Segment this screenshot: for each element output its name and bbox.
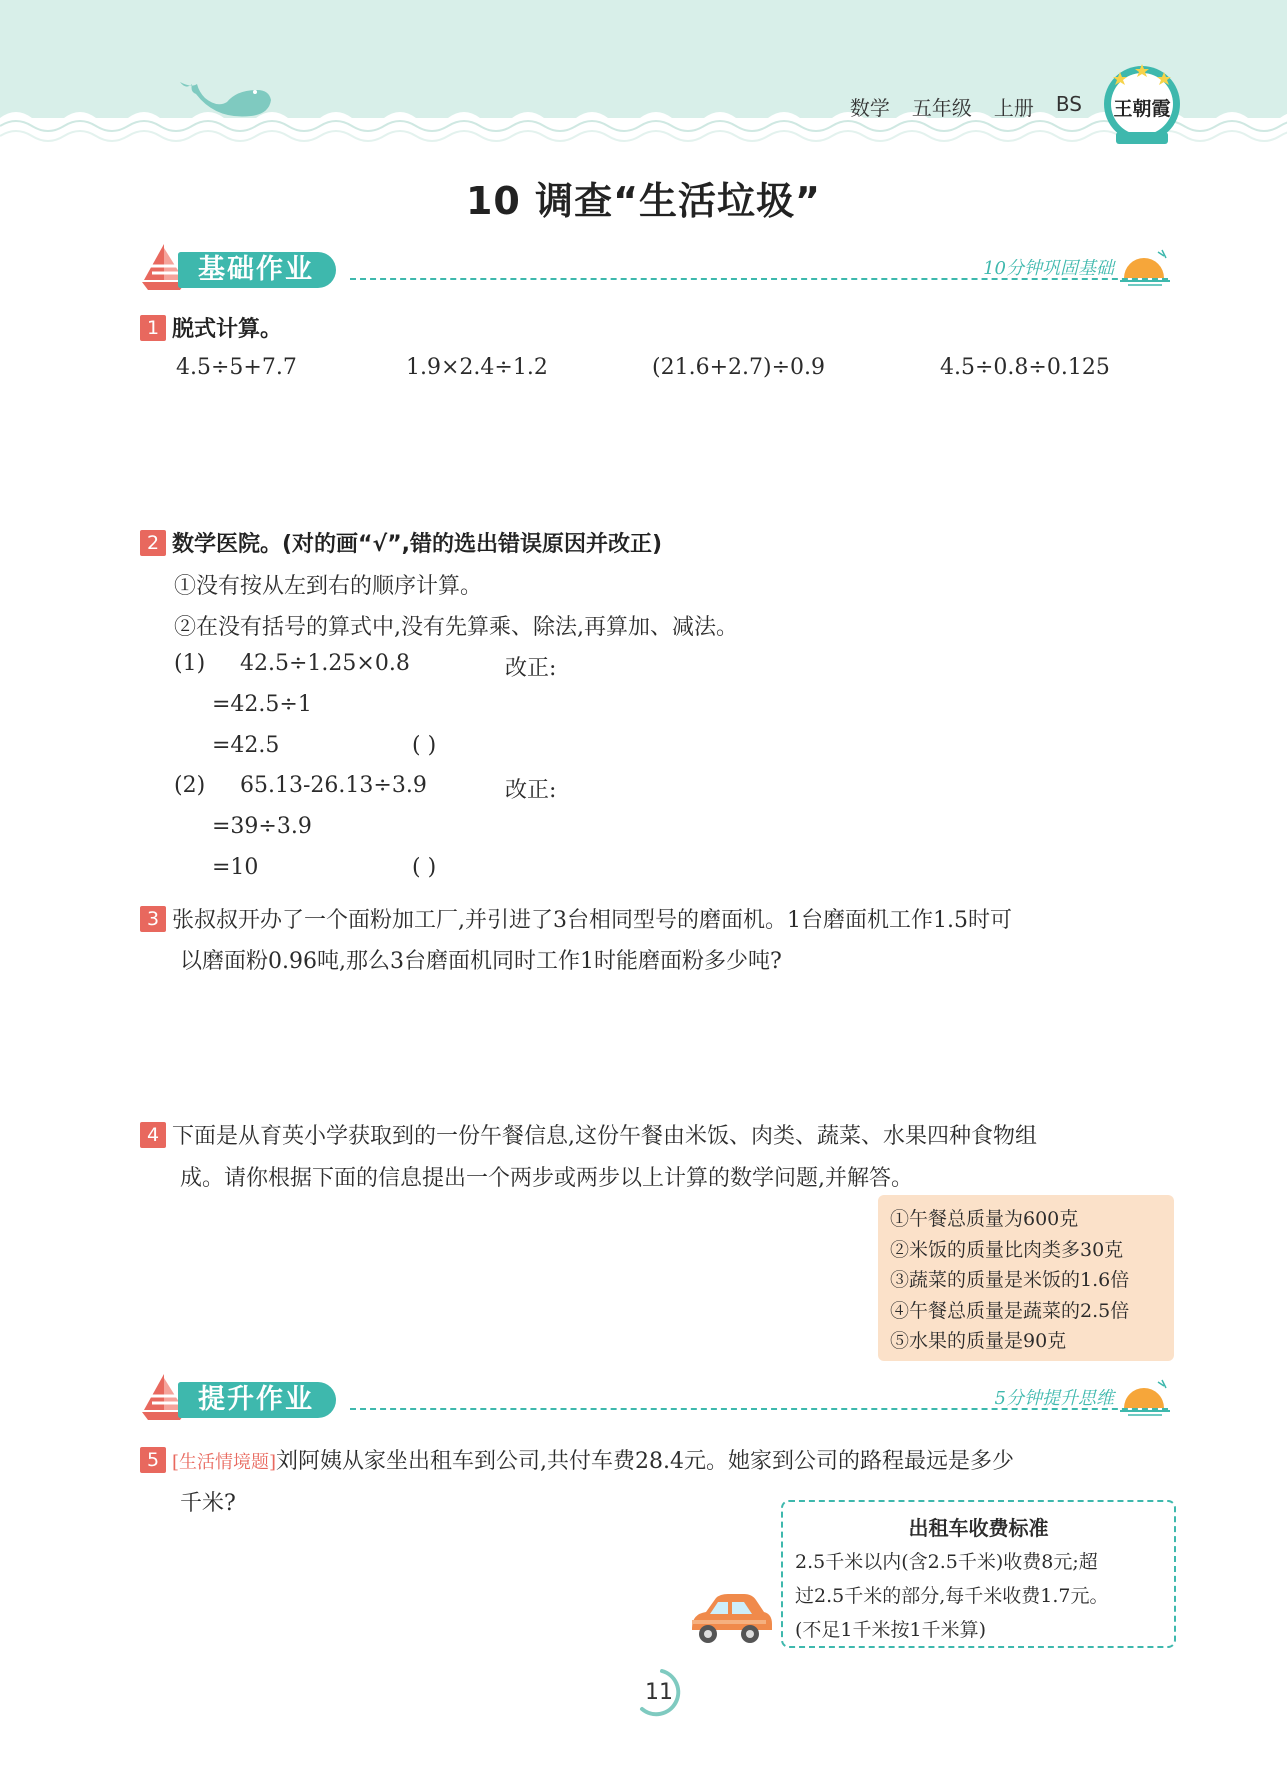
question-1 bbox=[140, 312, 282, 343]
question-number: 1 bbox=[140, 315, 166, 341]
q2-part-2-step-1: =39÷3.9 bbox=[212, 814, 312, 839]
question-number: 2 bbox=[140, 530, 166, 556]
question-title: 脱式计算。 bbox=[172, 317, 283, 342]
section-basic bbox=[140, 242, 1176, 300]
q3-line-1: 张叔叔开办了一个面粉加工厂,并引进了3台相同型号的磨面机。1台磨面机工作1.5时可 bbox=[172, 908, 1012, 933]
q2-reason-2: ②在没有括号的算式中,没有先算乘、除法,再算加、减法。 bbox=[174, 615, 738, 640]
edition-label: BS bbox=[1055, 92, 1082, 116]
page-title: 10 调查“生活垃圾” bbox=[465, 179, 822, 223]
q2-reason-1: ①没有按从左到右的顺序计算。 bbox=[174, 574, 483, 599]
info-item: ①午餐总质量为600克 bbox=[890, 1208, 1079, 1230]
sunset-icon bbox=[1118, 248, 1172, 288]
info-item: ③蔬菜的质量是米饭的1.6倍 bbox=[890, 1269, 1130, 1291]
question-number: 4 bbox=[140, 1122, 166, 1148]
q5-tag: [生活情境题] bbox=[172, 1452, 277, 1473]
info-item: ④午餐总质量是蔬菜的2.5倍 bbox=[890, 1299, 1130, 1322]
q2-part-2-fix: 改正: bbox=[505, 778, 557, 803]
info-item: ⑤水果的质量是90克 bbox=[890, 1330, 1067, 1352]
q2-part-1-answer-paren[interactable]: ( ) bbox=[412, 733, 437, 758]
volume-label: 上册 bbox=[993, 96, 1034, 120]
question-number: 5 bbox=[140, 1447, 166, 1473]
question-3 bbox=[140, 903, 1012, 934]
question-number: 3 bbox=[140, 906, 166, 932]
q2-part-1-label: (1) bbox=[174, 651, 206, 676]
info-item: ②米饭的质量比肉类多30克 bbox=[890, 1238, 1124, 1261]
page-number: 11 bbox=[645, 1680, 673, 1705]
question-4 bbox=[140, 1119, 1037, 1150]
section-basic-label: 基础作业 bbox=[178, 252, 336, 288]
grade-label: 五年级 bbox=[911, 96, 972, 120]
section-advanced bbox=[140, 1372, 1176, 1430]
taxi-fare-title: 出租车收费标准 bbox=[908, 1516, 1049, 1540]
q1-item-3: (21.6+2.7)÷0.9 bbox=[652, 355, 825, 380]
q2-part-2-step-2: =10 bbox=[212, 855, 259, 880]
q1-item-2: 1.9×2.4÷1.2 bbox=[406, 355, 548, 380]
q5-line-2: 千米? bbox=[180, 1491, 236, 1516]
q2-part-2-label: (2) bbox=[174, 773, 206, 798]
q3-line-2: 以磨面粉0.96吨,那么3台磨面机同时工作1时能磨面粉多少吨? bbox=[180, 949, 782, 974]
logo-text: 王朝霞 bbox=[1113, 98, 1171, 120]
question-5 bbox=[140, 1444, 1014, 1475]
q1-item-1: 4.5÷5+7.7 bbox=[176, 355, 297, 380]
q2-part-1-step-1: =42.5÷1 bbox=[212, 692, 312, 717]
taxi-fare-line: 2.5千米以内(含2.5千米)收费8元;超 bbox=[795, 1551, 1098, 1573]
taxi-fare-box bbox=[781, 1500, 1176, 1648]
taxi-car-icon bbox=[686, 1590, 772, 1646]
q2-part-2-answer-paren[interactable]: ( ) bbox=[412, 855, 437, 880]
section-basic-hint: 10分钟巩固基础 bbox=[983, 258, 1114, 279]
question-title: 数学医院。(对的画“√”,错的选出错误原因并改正) bbox=[172, 532, 663, 557]
subject-label: 数学 bbox=[849, 96, 890, 120]
whale-icon bbox=[175, 72, 275, 132]
book-meta bbox=[850, 92, 1082, 121]
question-2 bbox=[140, 527, 662, 558]
section-advanced-hint: 5分钟提升思维 bbox=[994, 1388, 1114, 1409]
q2-part-1-fix: 改正: bbox=[505, 656, 557, 681]
q1-item-4: 4.5÷0.8÷0.125 bbox=[940, 355, 1110, 380]
lunch-info-box bbox=[878, 1195, 1174, 1361]
q2-part-1-expr: 42.5÷1.25×0.8 bbox=[240, 651, 410, 676]
publisher-logo bbox=[1100, 58, 1184, 150]
sunset-icon bbox=[1118, 1378, 1172, 1418]
section-advanced-label: 提升作业 bbox=[178, 1382, 336, 1418]
q2-part-2-expr: 65.13-26.13÷3.9 bbox=[240, 773, 427, 798]
q4-line-2: 成。请你根据下面的信息提出一个两步或两步以上计算的数学问题,并解答。 bbox=[180, 1166, 913, 1191]
q5-line-1: 刘阿姨从家坐出租车到公司,共付车费28.4元。她家到公司的路程最远是多少 bbox=[276, 1449, 1015, 1474]
taxi-fare-line: 过2.5千米的部分,每千米收费1.7元。 bbox=[795, 1585, 1109, 1607]
q2-part-1-step-2: =42.5 bbox=[212, 733, 280, 758]
taxi-fare-line: (不足1千米按1千米算) bbox=[795, 1619, 987, 1641]
q4-line-1: 下面是从育英小学获取到的一份午餐信息,这份午餐由米饭、肉类、蔬菜、水果四种食物组 bbox=[172, 1124, 1037, 1149]
